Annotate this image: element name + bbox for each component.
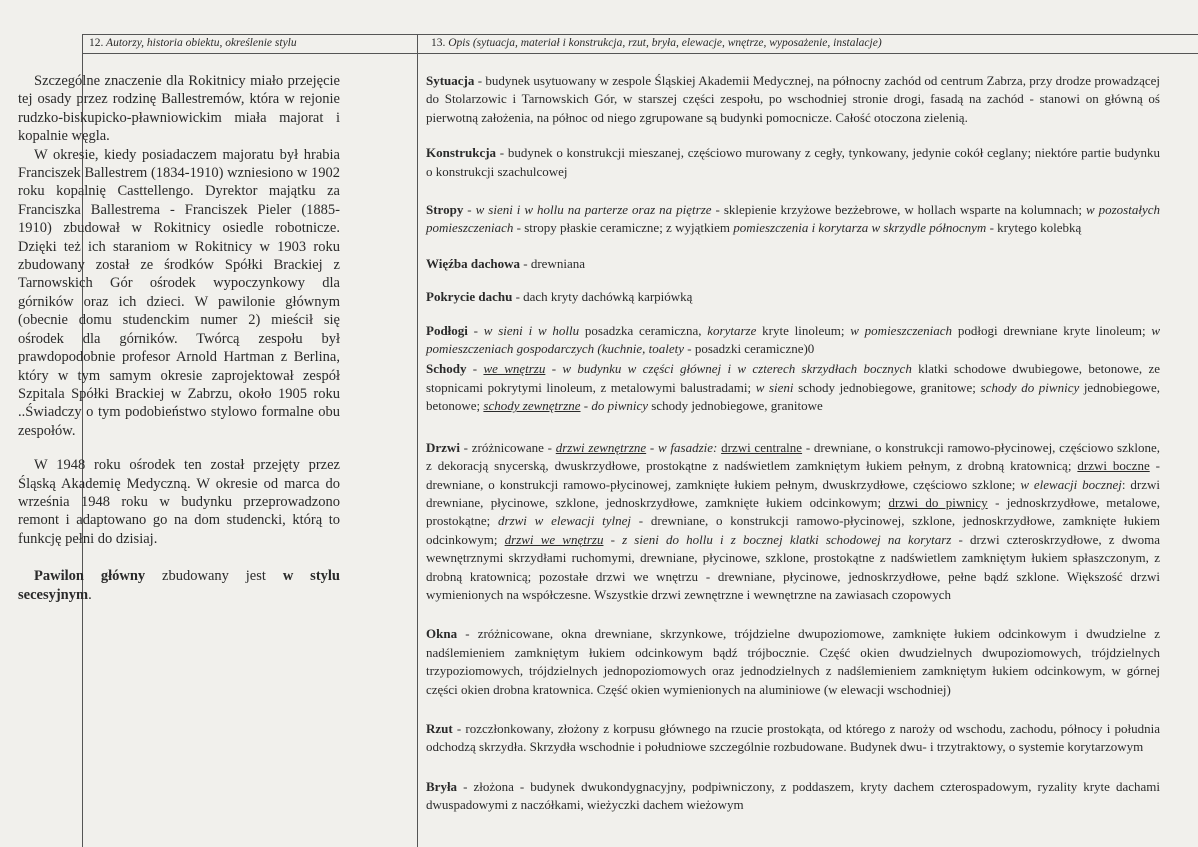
text-run: jednobiegowe, betonowe; [426,379,1160,414]
history-paragraph-2: W okresie, kiedy posiadaczem majoratu był hrabia Franciszek Ballestrem (1834-1910) wzniesiono w 1902 roku kopalnię Casttellengo. Dyrektor majątku za Franciszka Ballestrema - Franciszek Pieler (1885-1910) zbudował w Rokitnicy osiedle robotnicze. Dzięki też ich staraniom w Rokitnicy w 1903 roku zbudowany został ze środków Spółki Brackiej z Tarnowskich Gór ośrodek wypoczynkowy dla górników oraz ich dzieci. W pawilonie głównym (obecnie domu studenckim numer 2) mieścił się ośrodek dla górników. Twórcą zespołu był prawdopodobnie profesor Arnold Hartman z Berlina, który w tym samym okresie zaprojektował zespół Szpitala Spółki Brackiej w Zabrzu, około 1905 roku ..Świadczy o tym podobieństwo stylowo formalne obu zespołów. [18,146,340,439]
section-text: - złożona - budynek dwukondygnacyjny, podpiwniczony, z poddaszem, kryty dachem czterospadowym, ryzality kryte dachami dwuspadowymi z naczółkami, wieżyczki dachem wieżowym [426,778,1160,813]
section-text: - zróżnicowane, okna drewniane, skrzynkowe, trójdzielne dwupoziomowe, zamknięte łukiem odcinkowym i dwudzielne z nadślemieniem zamkniętym łukiem odcinkowym bądź trójbocznie. Część okien dwudzielnych dwupoziomowych, trójdzielnych trzypoziomowych, trójdzielnych jednopoziomowych oraz jednodzielnych z nadślemieniem zamkniętym łukiem odcinkowym, w górnej części okien drobna kratownica. Część okien wymienionych na aluminiowe (w elewacji wschodniej) [426,626,1160,697]
text-run: klatki schodowe dwubiegowe, betonowe, ze stopnicami pokrytymi linoleum, z metalowymi balustradami; [426,361,1160,395]
style-end: . [88,586,92,603]
section-label: Sytuacja [426,73,475,88]
style-building-name: Pawilon główny [34,568,146,585]
history-paragraph-3: W 1948 roku ośrodek ten został przejęty przez Śląską Akademię Medyczną. W okresie od marca do września 1948 roku w budynku przeprowadzono remont i adaptowano go na dom studencki, którą to funkcję pełni do dzisiaj. [18,457,340,547]
section-text: - dach kryty dachówką karpiówką [512,289,693,305]
section-drzwi [426,439,1160,605]
section-label: Konstrukcja [426,145,497,161]
section-label: Drzwi [426,439,460,455]
style-name: w stylu secesyjnym [18,568,340,603]
text-run: w sieni i w hollu [483,322,580,338]
text-run: w sieni i w hollu na parterze oraz na piętrze [475,202,712,218]
section-podlogi [426,322,1160,359]
section-bryla [426,778,1160,815]
section-sytuacja [426,72,1160,127]
text-run: drzwi zewnętrzne [555,439,647,455]
left-column-header [89,37,297,49]
left-header-number: 12. [89,37,104,49]
section-label: Więźba dachowa [426,255,521,271]
text-run: drzwi do piwnicy [888,494,988,510]
description-column [426,72,1160,815]
section-pokrycie [426,288,1160,306]
text-run: drzwi centralne [721,439,803,455]
text-run: - krytego kolebką [986,220,1082,236]
text-run: - [463,202,476,218]
text-run: drzwi we wnętrzu [504,531,604,547]
text-run: - w fasadzie: [646,439,718,455]
section-schody [426,360,1160,415]
text-run: drzwi w elewacji tylnej [498,513,632,529]
text-run: - stropy płaskie ceramiczne; z wyjątkiem [513,220,734,236]
style-text: zbudowany jest [145,568,283,585]
text-run: schody jednobiegowe, granitowe [648,398,823,414]
text-run: w pozostałych pomieszczeniach [426,202,1160,236]
text-run: posadzka ceramiczna, [579,322,708,338]
text-run: - drzwi czteroskrzydłowe, z dwoma wewnętrznymi skrzydłami ruchomymi, drewniane, płycinowe, szklone, prostokątne z nadświetlem zamkniętym łukiem spłaszczonym, z drobną kratownicą; pozostałe drzwi we wnętrzu - drewniane, płycinowe, jednoskrzydłowe, pełne bądź szklone. Większość drzwi wymienionych na współczesne. Wszystkie drzwi zewnętrzne i wewnętrzne na zawiasach czopowych [426,531,1160,602]
section-label: Okna [426,626,458,642]
text-run: - zróżnicowane - [459,439,556,455]
section-text: - budynek usytuowany w zespole Śląskiej Akademii Medycznej, na północny zachód od centrum Zabrza, przy drodze prowadzącej do Stolarzowic i Tarnowskich Gór, w starszej części zespołu, po wschodniej stronie drogi, fasadą na zachód - stanowi on główną oś pierwotną założenia, na północ od niego zgrupowane są budynki pomocnicze. Całość otoczona zielenią. [426,73,1160,125]
text-run: schody zewnętrzne [483,398,581,414]
text-run: podłogi drewniane kryte linoleum; [952,322,1152,338]
text-run: - z sieni do hollu i z bocznej klatki schodowej na korytarz [603,531,952,547]
section-text: - rozczłonkowany, złożony z korpusu głównego na rzucie prostokąta, od którego z naroży od wschodu, zachodu, północy i południa odchodzą skrzydła. Skrzydła wschodnie i południowe szczególnie rozbudowane. Budynek dwu- i trzytraktowy, o systemie korytarzowym [426,720,1160,755]
text-run: - drewniane, o konstrukcji ramowo-płycinowej, zamknięte łukiem pełnym, dwuskrzydłowe, częściowo szklone; [426,458,1160,492]
section-label: Bryła [426,778,458,794]
text-run: drzwi boczne [1077,458,1150,474]
section-rzut [426,720,1160,757]
text-run: - w budynku w części głównej i w czterech skrzydłach bocznych [545,361,912,377]
text-run: - jednoskrzydłowe, metalowe, prostokątne; [426,494,1160,529]
header-rule [83,53,1198,54]
section-text: - drewniana [520,255,585,271]
text-run: - sklepienie krzyżowe bezżebrowe, w hollach wsparte na kolumnach; [711,202,1086,218]
history-paragraph-1: Szczególne znaczenie dla Rokitnicy miało przejęcie tej osady przez rodzinę Ballestremów, która w rejonie rudzko-biskupicko-pławniowickim miała majorat i kopalnie węgla. [18,73,340,145]
text-run: - posadzki ceramiczne)0 [684,341,815,357]
text-run: - drewniane, o konstrukcji ramowo-płycinowej, szklone, jednoskrzydłowe, zamknięte łukiem odcinkowym; [426,513,1161,547]
text-run: we wnętrzu [483,361,546,377]
text-run: schody jednobiegowe, granitowe; [793,379,981,395]
right-column-header [431,37,882,49]
text-run: korytarze [707,322,757,338]
text-run: - [467,322,484,338]
right-header-number: 13. [431,37,446,49]
section-label: Stropy [426,202,464,218]
style-paragraph [18,567,340,604]
text-run: - drewniane, o konstrukcji ramowo-płycinowej, częściowo szklone, z dekoracją snycerską, dwuskrzydłowe, prostokątne z nadświetlem zamkniętym łukiem pełnym, z drobną kratownicą; [426,439,1161,474]
section-stropy [426,201,1160,238]
section-label: Pokrycie dachu [426,289,513,305]
section-label: Schody [426,361,467,377]
text-run: w sieni [755,379,794,395]
text-run: : drzwi drewniane, płycinowe, szklone, jednoskrzydłowe, zamknięte łukiem odcinkowym; [426,476,1160,510]
section-okna [426,625,1160,699]
section-text: - budynek o konstrukcji mieszanej, częściowo murowany z cegły, tynkowany, jedynie cokół ceglany; niektóre partie budynku o konstrukcji szachulcowej [426,145,1160,179]
section-label: Rzut [426,720,453,736]
text-run: schody do piwnicy [980,379,1080,395]
text-run: - [466,361,484,377]
history-column [18,72,340,604]
text-run: pomieszczenia i korytarza w skrzydle północnym [733,220,987,236]
text-run: w pomieszczeniach [850,322,953,338]
right-header-title: Opis (sytuacja, materiał i konstrukcja, rzut, bryła, elewacje, wnętrze, wyposażenie, instalacje) [448,37,882,49]
section-konstrukcja [426,144,1160,181]
text-run: kryte linoleum; [756,322,851,338]
section-wiezba [426,255,1160,273]
text-run: w elewacji bocznej [1020,476,1122,492]
left-header-title: Autorzy, historia obiektu, określenie stylu [106,37,297,49]
text-run: w pomieszczeniach gospodarczych (kuchnie, toalety [426,322,1161,357]
section-label: Podłogi [426,322,468,338]
column-divider [417,35,418,847]
text-run: - do piwnicy [580,398,649,414]
